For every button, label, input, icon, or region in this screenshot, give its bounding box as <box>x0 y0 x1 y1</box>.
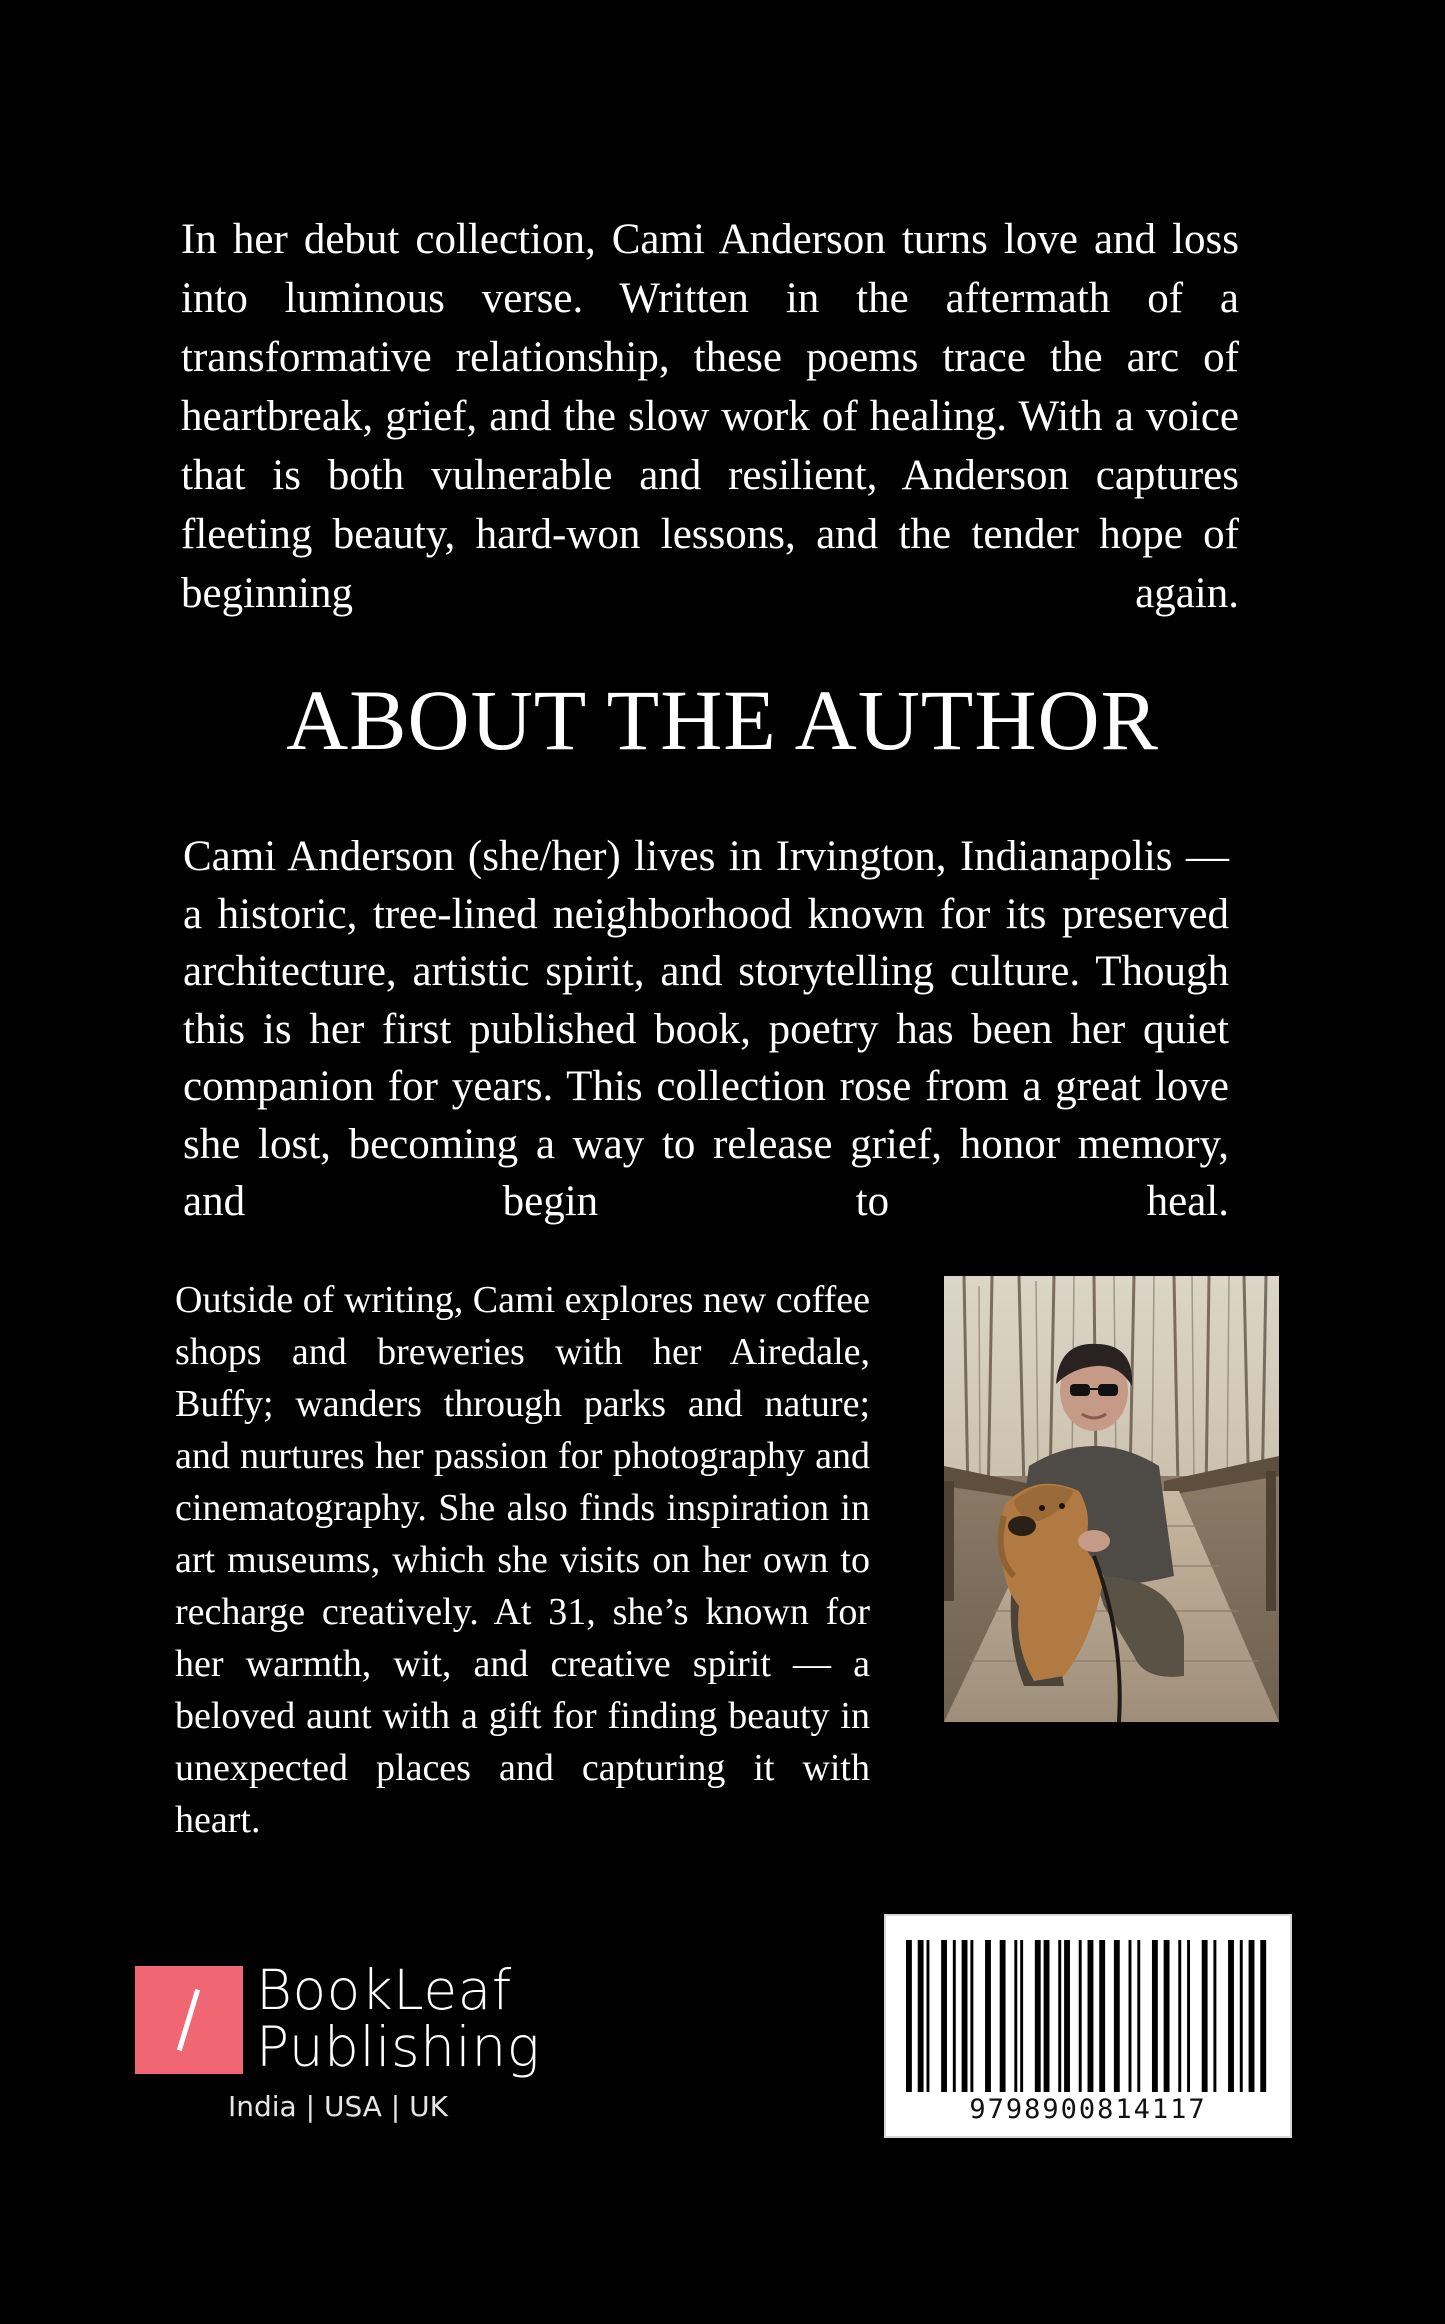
barcode-bar <box>1187 1940 1190 2092</box>
barcode-bar <box>1064 1940 1070 2092</box>
barcode-bar <box>918 1940 924 2092</box>
barcode-bar <box>1249 1940 1255 2092</box>
barcode-bar <box>1164 1940 1170 2092</box>
barcode-bar <box>1000 1940 1006 2092</box>
barcode-bar <box>1152 1940 1158 2092</box>
barcode-bar <box>1058 1940 1061 2092</box>
publisher-logo <box>135 1958 555 2142</box>
barcode-bar <box>1129 1940 1132 2092</box>
back-cover-blurb: In her debut collection, Cami Anderson turns love and loss into luminous verse. Written in the aftermath of a transformative relationship, these poems trace the arc of heartbreak, grief, and the slow work of healing. With a voice that is both vulnerable and resilient, Anderson captures fleeting beauty, hard-won lessons, and the tender hope of beginning again. <box>181 216 1239 617</box>
publisher-name <box>256 1958 541 2079</box>
isbn-barcode <box>884 1914 1292 2138</box>
barcode-bar <box>985 1940 991 2092</box>
isbn-number: 9798900814117 <box>969 2094 1207 2125</box>
barcode-bar <box>1088 1940 1094 2092</box>
barcode-bar <box>970 1940 973 2092</box>
author-bio-paragraph-1: Cami Anderson (she/her) lives in Irvington, Indianapolis — a historic, tree-lined neighborhood known for its preserved architecture, artistic spirit, and storytelling culture. Though this is her first published book, poetry has been her quiet companion for years. This collection rose from a great love she lost, becoming a way to release grief, honor memory, and begin to heal. <box>183 833 1229 1225</box>
barcode-bar <box>962 1940 968 2092</box>
barcode-bar <box>1228 1940 1234 2092</box>
barcode-bar <box>927 1940 930 2092</box>
barcode-bar <box>1044 1940 1050 2092</box>
barcode-bar <box>906 1940 912 2092</box>
barcode-bar <box>1079 1940 1082 2092</box>
barcode-bar <box>941 1940 947 2092</box>
author-photo <box>944 1276 1279 1722</box>
barcode-bar <box>1213 1940 1216 2092</box>
slash-icon <box>135 1966 243 2074</box>
barcode-bar <box>1137 1940 1140 2092</box>
publisher-regions: India | USA | UK <box>228 2090 448 2123</box>
barcode-bar <box>1178 1940 1181 2092</box>
barcode-bar <box>1114 1940 1120 2092</box>
barcode-bar <box>1260 1940 1266 2092</box>
about-the-author-heading: ABOUT THE AUTHOR <box>286 672 1159 768</box>
barcode-bar <box>1035 1940 1041 2092</box>
barcode-bar <box>1014 1940 1017 2092</box>
publisher-name-line-1: BookLeaf <box>256 1958 512 2022</box>
barcode-bar <box>1099 1940 1105 2092</box>
barcode-bar <box>1020 1940 1023 2092</box>
barcode-bar <box>953 1940 956 2092</box>
barcode-icon <box>906 1940 1272 2092</box>
author-bio-paragraph-2: Outside of writing, Cami explores new coffee shops and breweries with her Airedale, Buffy; wanders through parks and nature; and nurtures her passion for photography and cinematography. She also finds inspiration in art museums, which she visits on her own to recharge creatively. At 31, she’s known for her warmth, wit, and creative spirit — a beloved aunt with a gift for finding beauty in unexpected places and capturing it with heart. <box>175 1279 870 1841</box>
publisher-logo-mark <box>135 1966 243 2074</box>
barcode-bar <box>1202 1940 1208 2092</box>
author-with-dog-photo-icon <box>944 1276 1279 1722</box>
barcode-bar <box>1240 1940 1243 2092</box>
publisher-name-line-2: Publishing <box>256 2015 541 2079</box>
